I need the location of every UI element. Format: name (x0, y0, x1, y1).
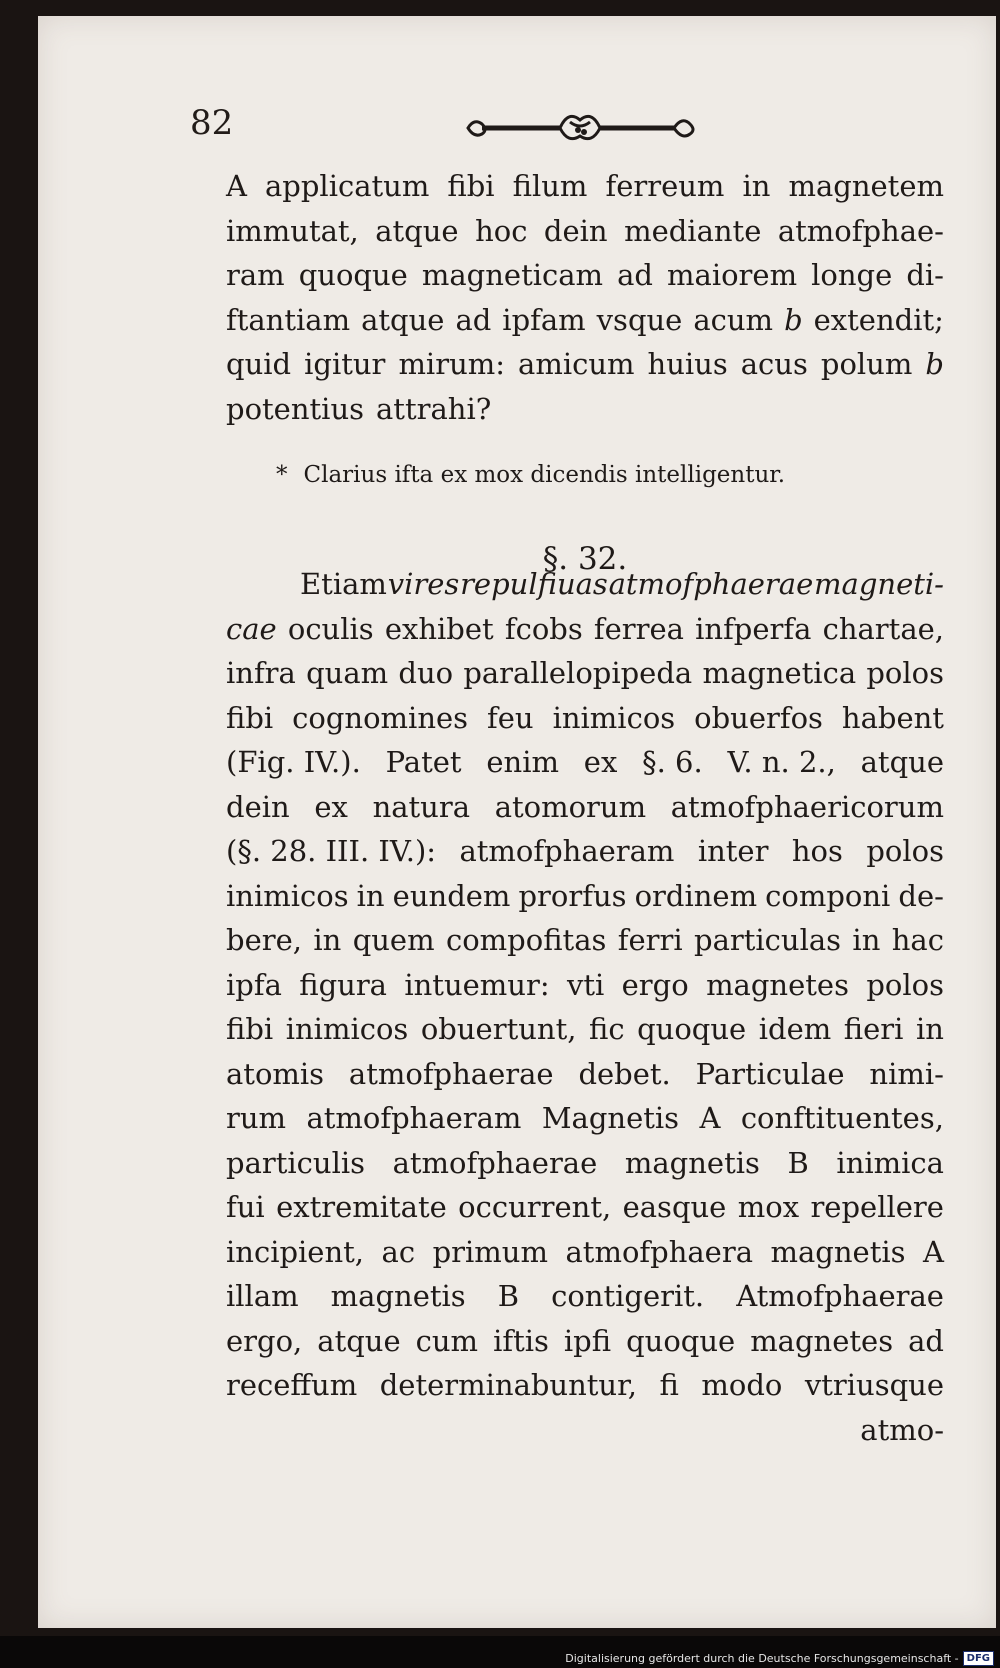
credit-text: Digitalisierung gefördert durch die Deutsche Forschungsgemeinschaft - (565, 1652, 959, 1665)
word: atmofphaericorum (670, 789, 944, 824)
text-line (226, 963, 944, 1008)
word: natura (372, 789, 471, 824)
word: magnetis (770, 1234, 906, 1269)
word: quoque (637, 1012, 747, 1046)
text-line (226, 1319, 944, 1364)
word: magneti- (814, 567, 944, 601)
text-line (226, 209, 944, 254)
word: Etiam (300, 567, 387, 601)
word: acus (740, 347, 808, 381)
word: obuertunt, (420, 1012, 577, 1046)
text-line (226, 785, 944, 830)
word: inimicos (552, 700, 676, 735)
ornament-vignette-icon (460, 108, 700, 152)
word: ftantiam (226, 302, 351, 337)
word: hos (791, 834, 843, 868)
word: fui (226, 1190, 265, 1224)
digitization-credit (565, 1651, 994, 1666)
word: inimicos (226, 878, 349, 913)
word: mirum: (398, 347, 506, 381)
word: atque (860, 745, 944, 779)
word: ferri (617, 923, 683, 957)
word: enim (486, 745, 559, 779)
word: conftituentes, (740, 1101, 944, 1135)
word: inter (697, 834, 769, 868)
word: dein (226, 789, 290, 824)
text-line (226, 1274, 944, 1319)
word: ad (908, 1323, 944, 1358)
text-line (226, 740, 944, 785)
word: compofitas (445, 923, 607, 957)
word: ipfam (502, 302, 586, 337)
word: huius (647, 347, 728, 381)
word: illam (226, 1279, 299, 1313)
word: hoc (475, 213, 528, 248)
word: magnetis (330, 1279, 466, 1313)
word: Magnetis (541, 1101, 680, 1135)
word: ferreum (605, 169, 725, 203)
word: atmofphaeram (459, 834, 675, 868)
word: in (356, 878, 385, 913)
footnote (276, 462, 785, 488)
word: amicum (518, 347, 635, 381)
word: B (497, 1279, 520, 1313)
word: quem (352, 923, 435, 957)
word: eundem (392, 878, 511, 913)
word: atmofphaerae (392, 1145, 598, 1180)
word: A (226, 169, 247, 203)
word: quoque (298, 258, 408, 292)
word: ipfi (563, 1323, 612, 1358)
word: B (787, 1145, 809, 1180)
word: mediante (624, 213, 762, 248)
text-line (226, 829, 944, 874)
word: ordinem (634, 878, 758, 913)
word: §. 6. (642, 745, 703, 779)
word: atque (375, 213, 459, 248)
word: quoque (626, 1323, 736, 1358)
word: primum (432, 1234, 548, 1269)
word: fibi (226, 1012, 274, 1046)
word: ergo, (226, 1323, 303, 1358)
word: de- (898, 878, 944, 913)
text-line (226, 696, 944, 741)
word: magnetis (624, 1145, 760, 1180)
text-line (226, 1185, 944, 1230)
word: nimi- (869, 1056, 944, 1091)
word: rum (226, 1101, 287, 1135)
word: ac (381, 1234, 416, 1269)
word: intuemur: (404, 967, 550, 1002)
word: cae (226, 611, 277, 646)
word: atmofphaeram (306, 1101, 522, 1135)
word: in (742, 169, 771, 203)
word: infperfa (695, 611, 812, 646)
text-line (226, 874, 944, 919)
word: particulis (226, 1145, 365, 1180)
word: occurrent, (458, 1190, 612, 1224)
word: acum (693, 302, 774, 337)
word: magnetica (702, 656, 857, 690)
word: in (852, 923, 881, 957)
word: inimica (836, 1145, 944, 1180)
word: extendit; (813, 302, 944, 337)
word: extremitate (276, 1190, 447, 1224)
word: exhibet (384, 611, 494, 646)
word: longe (811, 258, 893, 292)
text-line (226, 918, 944, 963)
word: mox (737, 1190, 800, 1224)
word: prorfus (518, 878, 627, 913)
word: ferrea (593, 611, 684, 646)
word: A (923, 1234, 944, 1269)
text-line (226, 1007, 944, 1052)
word: atmofphaerae (608, 567, 814, 601)
word: figura (299, 967, 387, 1002)
word: A (699, 1101, 721, 1135)
word: chartae, (822, 611, 944, 646)
word: Particulae (695, 1056, 845, 1091)
word: magnetem (788, 169, 944, 203)
word: V. n. 2., (727, 745, 836, 779)
word: atque (317, 1323, 401, 1358)
word: in (915, 1012, 944, 1046)
word: atomis (226, 1056, 325, 1091)
word: di- (906, 258, 944, 292)
word: fic (588, 1012, 625, 1046)
word: ex (583, 745, 618, 779)
word: feu (487, 700, 534, 735)
word: in (313, 923, 342, 957)
word: repellere (810, 1190, 944, 1224)
text-line (226, 607, 944, 652)
section-heading: §. 32. (542, 541, 628, 577)
word: attrahi? (376, 391, 492, 426)
word: atmofphae- (777, 213, 944, 248)
word: contigerit. (551, 1279, 705, 1313)
word: particulas (694, 923, 842, 957)
word: vires (387, 567, 460, 601)
word: incipient, (226, 1234, 365, 1269)
word: ram (226, 258, 285, 292)
word: Patet (385, 745, 462, 779)
word: componi (765, 878, 891, 913)
word: easque (622, 1190, 727, 1224)
word: dein (543, 213, 608, 248)
word: applicatum (265, 169, 430, 203)
word: magnetes (750, 1323, 894, 1358)
word: bere, (226, 923, 302, 957)
word: igitur (304, 347, 386, 381)
word: ad (455, 302, 492, 337)
word: fcobs (504, 611, 583, 646)
word: atmofphaerae (348, 1056, 554, 1091)
text-line (226, 1096, 944, 1141)
word: hac (891, 923, 944, 957)
word: fibi (226, 700, 274, 735)
dfg-logo: DFG (963, 1651, 994, 1666)
word: fieri (843, 1012, 904, 1046)
word: determinabuntur, (379, 1368, 638, 1402)
word: immutat, (226, 213, 359, 248)
text-line (226, 1052, 944, 1097)
footnote-marker: * (276, 462, 288, 488)
word: ipfa (226, 967, 282, 1002)
word: atmofphaera (565, 1234, 753, 1269)
word: parallelopipeda (463, 656, 693, 690)
word: (§. 28. III. IV.): (226, 834, 437, 868)
word: maiorem (667, 258, 798, 292)
text-line (226, 1363, 944, 1408)
word: polum (820, 347, 913, 381)
word: magnetes (706, 967, 849, 1002)
text-line (226, 298, 944, 343)
paragraph-section-32 (226, 562, 944, 1452)
text-line (226, 342, 944, 387)
word: debet. (578, 1056, 671, 1091)
word: vti (566, 967, 605, 1002)
text-line (226, 164, 944, 209)
word: b (784, 302, 803, 337)
word: quam (306, 656, 389, 690)
word: iftis (493, 1323, 549, 1358)
footnote-text: Clarius ifta ex mox dicendis intelligentur. (303, 462, 786, 488)
word: idem (758, 1012, 832, 1046)
text-line (226, 1408, 944, 1453)
word: filum (512, 169, 588, 203)
text-line (226, 387, 944, 432)
word: duo (398, 656, 454, 690)
word: Atmofphaerae (736, 1279, 944, 1313)
word: ad (617, 258, 653, 292)
text-line (226, 1141, 944, 1186)
text-line (226, 651, 944, 696)
word: receffum (226, 1368, 358, 1402)
word: ex (314, 789, 348, 824)
word: polos (866, 834, 944, 868)
word: modo (701, 1368, 783, 1402)
word: (Fig. IV.). (226, 745, 361, 779)
word: quid (226, 347, 292, 381)
word: polos (866, 656, 944, 690)
page-number: 82 (190, 103, 234, 143)
word: obuerfos (694, 700, 823, 735)
word: inimicos (285, 1012, 409, 1046)
word: vsque (596, 302, 683, 337)
word: oculis (287, 611, 374, 646)
word: cognomines (292, 700, 469, 735)
text-line (226, 1230, 944, 1275)
text-line (226, 253, 944, 298)
paragraph-continued (226, 164, 944, 431)
word: repulfiuas (460, 567, 608, 601)
word: potentius (226, 391, 365, 426)
text-line (226, 562, 944, 607)
word: atque (361, 302, 445, 337)
word: infra (226, 656, 296, 690)
word: b (925, 347, 944, 381)
word: ergo (621, 967, 689, 1002)
word: fi (659, 1368, 679, 1402)
word: fibi (447, 169, 495, 203)
word: atomorum (494, 789, 647, 824)
word: polos (866, 967, 944, 1002)
word: magneticam (421, 258, 604, 292)
word: habent (841, 700, 944, 735)
word: vtriusque (804, 1368, 944, 1402)
word: cum (415, 1323, 479, 1358)
word: atmo- (860, 1412, 944, 1447)
